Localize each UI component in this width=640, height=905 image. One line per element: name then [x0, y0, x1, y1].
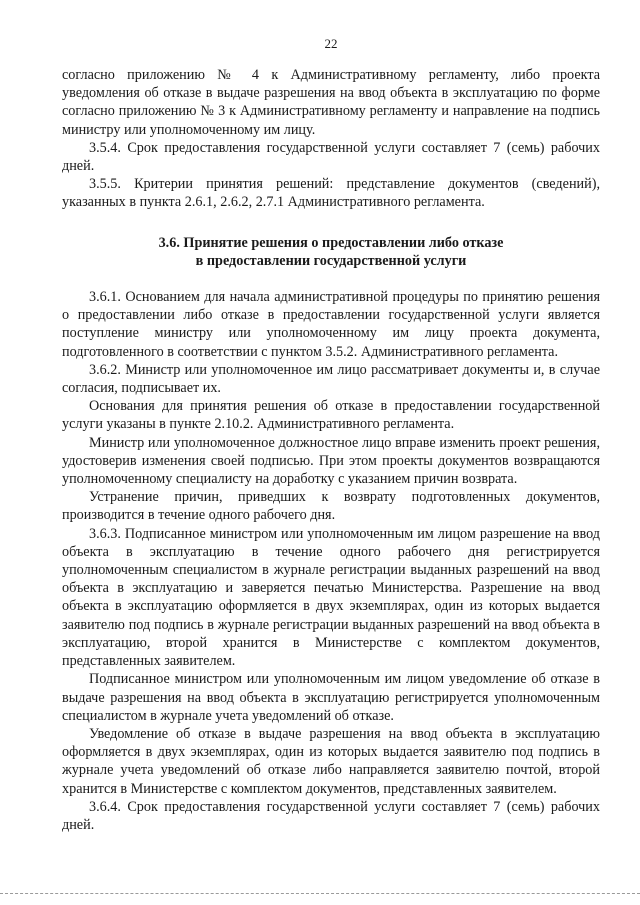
paragraph-continuation: согласно приложению № 4 к Административному регламенту, либо проекта уведомления об отказе в выдаче разрешения на ввод объекта в эксплуатацию по форме согласно приложению № 3 к Административному регламенту и направление на подпись министру или уполномоченному им лицу.: [62, 67, 600, 138]
paragraph-minister-changes: Министр или уполномоченное должностное лицо вправе изменить проект решения, удостоверив изменения своей подписью. При этом проекты документов возвращаются уполномоченному специалисту на доработку с указанием причин возврата.: [62, 434, 600, 488]
section-heading-line-2: в предоставлении государственной услуги: [195, 252, 467, 269]
page-bottom-rule: [0, 893, 640, 894]
section-heading-line-1: 3.6. Принятие решения о предоставлении либо отказе: [158, 234, 504, 251]
paragraph-3-6-3: 3.6.3. Подписанное министром или уполномоченным им лицом разрешение на ввод объекта в эксплуатацию в течение одного рабочего дня регистрируется уполномоченным специалистом в журнале регистрации выданных разрешений на ввод объекта в эксплуатацию и заверяется печатью Министерства. Разрешение на ввод объекта в эксплуатацию оформляется в двух экземплярах, один из которых выдается заявителю под подпись в журнале регистрации выданных разрешений на ввод объекта в эксплуатацию, второй хранится в Министерстве с комплектом документов, представленных заявителем.: [62, 525, 600, 670]
paragraph-3-5-5: 3.5.5. Критерии принятия решений: представление документов (сведений), указанных в пункта 2.6.1, 2.6.2, 2.7.1 Административного регламента.: [62, 176, 600, 211]
section-heading: [62, 234, 600, 270]
paragraph-3-6-2: 3.6.2. Министр или уполномоченное им лицо рассматривает документы и, в случае согласия, подписывает их.: [62, 361, 600, 397]
paragraph-3-6-1: 3.6.1. Основанием для начала административной процедуры по принятию решения о предоставлении либо отказе в предоставлении государственной услуги является поступление министру или уполномоченному им лицу проекта документа, подготовленного в соответствии с пунктом 3.5.2. Административного регламента.: [62, 289, 600, 360]
page-number: 22: [324, 36, 338, 51]
paragraph-notice-copies: Уведомление об отказе в выдаче разрешения на ввод объекта в эксплуатацию оформляется в двух экземплярах, один из которых выдается заявителю под подпись в журнале учета уведомлений об отказе либо направляется заявителю почтой, второй хранится в Министерстве с комплектом документов, представленных заявителем.: [62, 725, 600, 797]
paragraph-signed-notice: Подписанное министром или уполномоченным им лицом уведомление об отказе в выдаче разрешения на ввод объекта в эксплуатацию регистрируется уполномоченным специалистом в журнале учета уведомлений об отказе.: [62, 671, 600, 724]
paragraph-3-5-4: 3.5.4. Срок предоставления государственной услуги составляет 7 (семь) рабочих дней.: [62, 139, 600, 175]
paragraph-3-6-4: 3.6.4. Срок предоставления государственной услуги составляет 7 (семь) рабочих дней.: [62, 798, 600, 833]
paragraph-elimination-of-causes: Устранение причин, приведших к возврату подготовленных документов, производится в течение одного рабочего дня.: [62, 489, 600, 524]
paragraph-refusal-grounds: Основания для принятия решения об отказе в предоставлении государственной услуги указаны в пункте 2.10.2. Административного регламента.: [62, 398, 600, 433]
